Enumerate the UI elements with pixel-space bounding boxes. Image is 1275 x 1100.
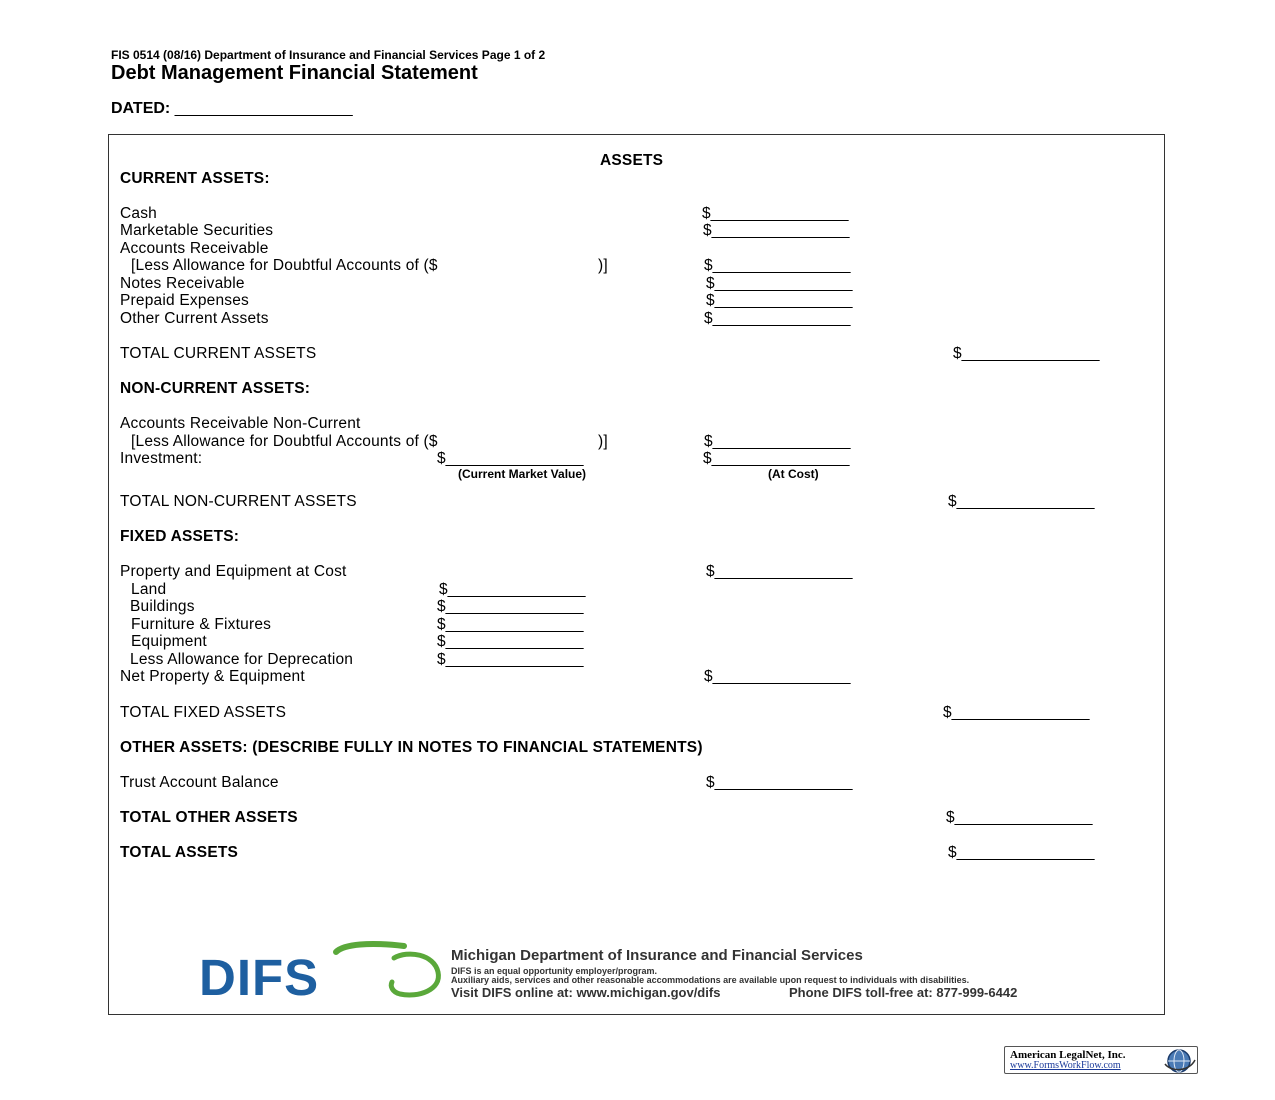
cash-label: Cash [120, 205, 157, 222]
difs-swoosh-icon [300, 938, 445, 1000]
land-field[interactable]: $________________ [439, 581, 586, 598]
nc-allowance-close: )] [598, 433, 608, 450]
notes-receivable-field[interactable]: $________________ [706, 275, 853, 292]
total-fixed-assets-field[interactable]: $________________ [943, 704, 1090, 721]
difs-logo: DIFS [199, 949, 320, 1006]
allowance-label: [Less Allowance for Doubtful Accounts of ($ [131, 257, 438, 274]
current-market-value-caption: (Current Market Value) [458, 467, 587, 481]
marketable-securities-label: Marketable Securities [120, 222, 274, 239]
trust-account-label: Trust Account Balance [120, 774, 279, 791]
page-title: Debt Management Financial Statement [111, 62, 478, 84]
furniture-label: Furniture & Fixtures [131, 616, 272, 633]
nc-allowance-label: [Less Allowance for Doubtful Accounts of ($ [131, 433, 438, 450]
investment-market-field[interactable]: $________________ [437, 450, 584, 467]
prepaid-expenses-field[interactable]: $________________ [706, 292, 853, 309]
equipment-field[interactable]: $________________ [437, 633, 584, 650]
marketable-securities-field[interactable]: $________________ [703, 222, 850, 239]
non-current-assets-heading: NON-CURRENT ASSETS: [120, 380, 311, 397]
legalnet-name: American LegalNet, Inc. [1010, 1049, 1126, 1061]
other-assets-heading: OTHER ASSETS: (DESCRIBE FULLY IN NOTES TO FINANCIAL STATEMENTS) [120, 739, 703, 756]
less-allowance-label: Less Allowance for Deprecation [130, 651, 354, 668]
trust-account-field[interactable]: $________________ [706, 774, 853, 791]
current-assets-heading: CURRENT ASSETS: [120, 170, 270, 187]
total-assets-label: TOTAL ASSETS [120, 844, 239, 861]
footer-line-2: Auxiliary aids, services and other reasonable accommodations are available upon request to individuals with disabilities. [451, 975, 970, 985]
dated-label: DATED: [111, 100, 171, 117]
ar-non-current-field[interactable]: $________________ [704, 433, 851, 450]
cash-field[interactable]: $________________ [702, 205, 849, 222]
net-property-field[interactable]: $________________ [704, 668, 851, 685]
visit-link[interactable]: Visit DIFS online at: www.michigan.gov/difs [451, 985, 721, 1000]
dated-blank[interactable]: ____________________ [174, 100, 353, 117]
total-non-current-assets-label: TOTAL NON-CURRENT ASSETS [120, 493, 357, 510]
form-info: FIS 0514 (08/16) Department of Insurance and Financial Services Page 1 of 2 [111, 48, 546, 62]
prepaid-expenses-label: Prepaid Expenses [120, 292, 250, 309]
legalnet-url[interactable]: www.FormsWorkFlow.com [1010, 1060, 1121, 1071]
total-current-assets-label: TOTAL CURRENT ASSETS [120, 345, 317, 362]
phone-text: Phone DIFS toll-free at: 877-999-6442 [789, 985, 1018, 1000]
footer-line-1: DIFS is an equal opportunity employer/program. [451, 966, 658, 976]
globe-icon [1161, 1048, 1197, 1074]
total-assets-field[interactable]: $________________ [948, 844, 1095, 861]
accounts-receivable-label: Accounts Receivable [120, 240, 269, 257]
land-label: Land [131, 581, 167, 598]
investment-label: Investment: [120, 450, 203, 467]
other-current-assets-field[interactable]: $________________ [704, 310, 851, 327]
dated-field[interactable] [111, 100, 353, 118]
furniture-field[interactable]: $________________ [437, 616, 584, 633]
total-other-assets-label: TOTAL OTHER ASSETS [120, 809, 298, 826]
equipment-label: Equipment [131, 633, 207, 650]
at-cost-caption: (At Cost) [768, 467, 819, 481]
ar-non-current-label: Accounts Receivable Non-Current [120, 415, 361, 432]
buildings-label: Buildings [130, 598, 195, 615]
investment-cost-field[interactable]: $________________ [703, 450, 850, 467]
dept-name: Michigan Department of Insurance and Financial Services [451, 947, 863, 964]
other-current-assets-label: Other Current Assets [120, 310, 269, 327]
net-property-label: Net Property & Equipment [120, 668, 305, 685]
notes-receivable-label: Notes Receivable [120, 275, 245, 292]
total-fixed-assets-label: TOTAL FIXED ASSETS [120, 704, 287, 721]
section-title: ASSETS [600, 152, 664, 169]
accounts-receivable-field[interactable]: $________________ [704, 257, 851, 274]
less-allowance-field[interactable]: $________________ [437, 651, 584, 668]
total-non-current-assets-field[interactable]: $________________ [948, 493, 1095, 510]
fixed-assets-heading: FIXED ASSETS: [120, 528, 240, 545]
total-other-assets-field[interactable]: $________________ [946, 809, 1093, 826]
property-equipment-field[interactable]: $________________ [706, 563, 853, 580]
allowance-close: )] [598, 257, 608, 274]
buildings-field[interactable]: $________________ [437, 598, 584, 615]
total-current-assets-field[interactable]: $________________ [953, 345, 1100, 362]
property-equipment-label: Property and Equipment at Cost [120, 563, 347, 580]
